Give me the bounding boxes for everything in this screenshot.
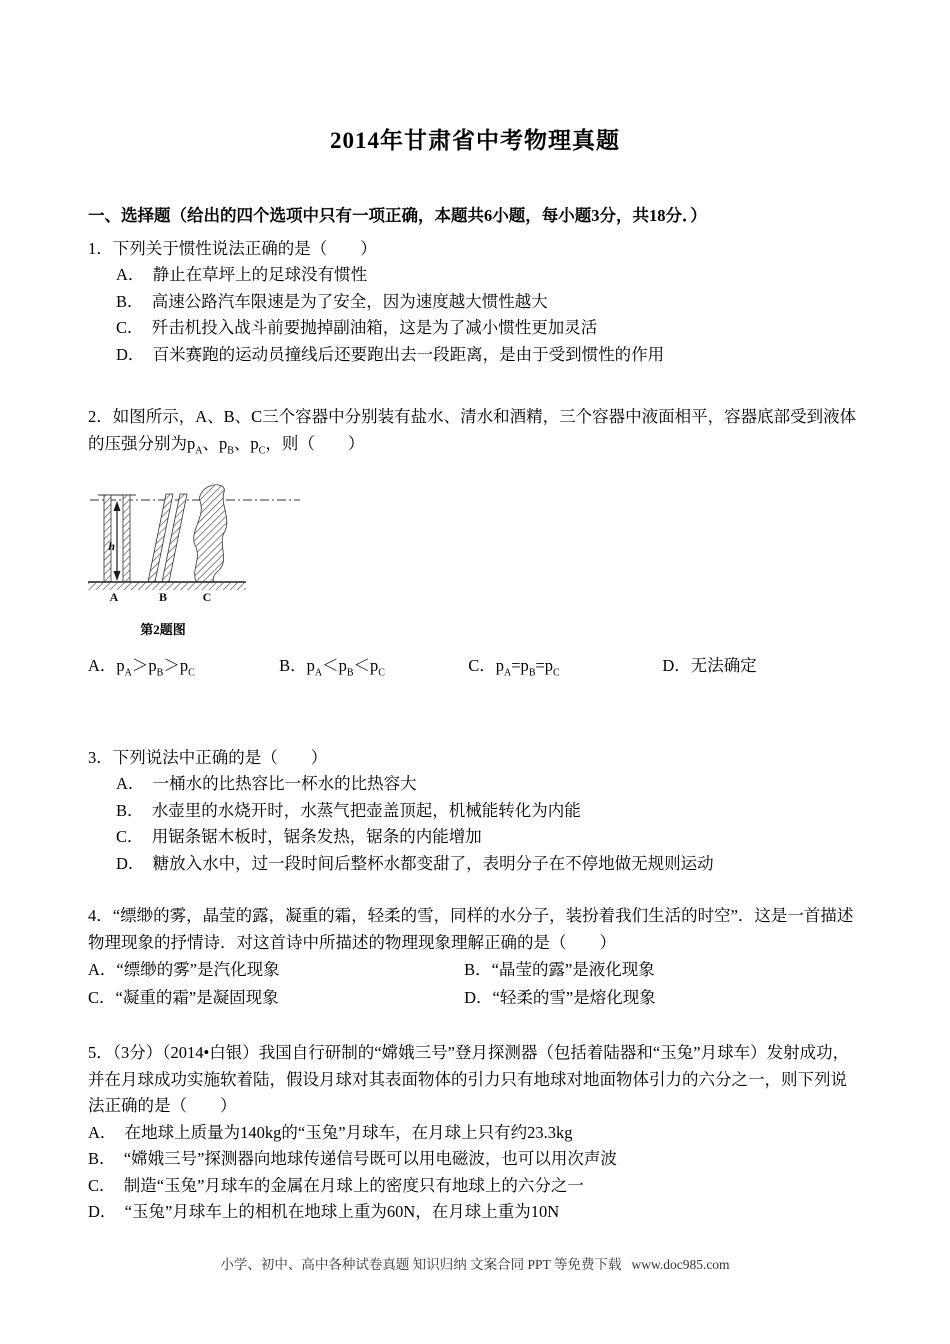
question-4-option-d: D．“轻柔的雪”是熔化现象 xyxy=(464,987,656,1007)
question-5-option-d: D． “玉兔”月球车上的相机在地球上重为60N，在月球上重为10N xyxy=(88,1202,560,1222)
question-1 xyxy=(88,236,862,369)
question-4-option-b: B．“晶莹的露”是液化现象 xyxy=(464,960,655,980)
question-4-options-row-1 xyxy=(88,957,862,984)
question-2-options xyxy=(88,653,862,687)
question-3-option-c: C． 用锯条锯木板时，锯条发热，锯条的内能增加 xyxy=(116,827,482,847)
page-title: 2014年甘肃省中考物理真题 xyxy=(330,128,620,153)
footer-link[interactable]: www.doc985.com xyxy=(631,1257,730,1272)
question-2-option-d: D．无法确定 xyxy=(662,655,757,675)
question-4-stem: 4．“缥缈的雾，晶莹的露，凝重的霜，轻柔的雪，同样的水分子，装扮着我们生活的时空”．这是一首描述物理现象的抒情诗．对这首诗中所描述的物理现象理解正确的是（ ） xyxy=(88,906,854,952)
question-2-option-c: C．$p_A=p_B=p_C$ xyxy=(468,655,560,679)
question-2-figure-block xyxy=(88,470,862,639)
question-2 xyxy=(88,404,862,687)
figure-label-a: A xyxy=(109,590,119,605)
question-3-option-d: D． 糖放入水中，过一段时间后整杯水都变甜了，表明分子在不停地做无规则运动 xyxy=(116,853,714,873)
container-c xyxy=(194,485,227,582)
figure-label-b: B xyxy=(158,590,168,605)
question-4-options-row-2 xyxy=(88,985,862,1012)
section-header: 一、选择题（给出的四个选项中只有一项正确，本题共6小题，每小题3分，共18分．） xyxy=(88,206,707,225)
question-3-stem: 3．下列说法中正确的是（ ） xyxy=(88,747,328,767)
question-5 xyxy=(88,1040,862,1226)
question-1-option-a: A． 静止在草坪上的足球没有惯性 xyxy=(116,265,368,284)
question-5-option-a: A． 在地球上质量为140kg的“玉兔”月球车，在月球上只有约23.3kg xyxy=(88,1122,573,1142)
question-1-option-d: D． 百米赛跑的运动员撞线后还要跑出去一段距离，是由于受到惯性的作用 xyxy=(116,344,665,364)
question-3 xyxy=(88,745,862,878)
question-4-option-c: C．“凝重的霜”是凝固现象 xyxy=(88,987,279,1007)
footer-text: 小学、初中、高中各种试卷真题 知识归纳 文案合同 PPT 等免费下载 xyxy=(220,1257,622,1272)
question-5-option-b: B． “嫦娥三号”探测器向地球传递信号既可以用电磁波，也可以用次声波 xyxy=(88,1149,617,1169)
depth-label: h xyxy=(108,539,115,554)
question-5-option-c: C． 制造“玉兔”月球车的金属在月球上的密度只有地球上的六分之一 xyxy=(88,1175,584,1195)
figure-label-c: C xyxy=(202,590,212,605)
question-2-stem: 2．如图所示，A、B、C三个容器中分别装有盐水、清水和酒精，三个容器中液面相平，容器底部受到液体的压强分别为$p_A$、$p_B$、$p_C$，则（ ） xyxy=(88,407,857,456)
question-3-option-b: B． 水壶里的水烧开时，水蒸气把壶盖顶起，机械能转化为内能 xyxy=(116,800,581,820)
question-5-stem: 5．（3分）（2014•白银）我国自行研制的“嫦娥三号”登月探测器（包括着陆器和“玉兔”月球车）发射成功，并在月球成功实施软着陆，假设月球对其表面物体的引力只有地球对地面物体引力的六分之一，则下列说法正确的是（ ） xyxy=(88,1043,850,1116)
question-2-option-b: B．$p_A<p_B<p_C$ xyxy=(279,655,385,679)
container-b xyxy=(148,494,187,582)
question-1-stem: 1．下列关于惯性说法正确的是（ ） xyxy=(88,238,377,258)
question-4-option-a: A．“缥缈的雾”是汽化现象 xyxy=(88,960,280,980)
question-1-option-b: B． 高速公路汽车限速是为了安全，因为速度越大惯性越大 xyxy=(116,291,548,311)
page-footer xyxy=(0,1256,950,1274)
question-3-option-a: A． 一桶水的比热容比一杯水的比热容大 xyxy=(116,774,417,794)
question-4 xyxy=(88,903,862,1011)
question-2-option-a: A．$p_A>p_B>p_C$ xyxy=(88,655,195,679)
ground-line xyxy=(88,582,246,590)
figure-caption: 第2题图 xyxy=(140,621,186,637)
question-2-figure xyxy=(88,470,318,610)
question-1-option-c: C． 歼击机投入战斗前要抛掉副油箱，这是为了减小惯性更加灵活 xyxy=(116,318,598,337)
